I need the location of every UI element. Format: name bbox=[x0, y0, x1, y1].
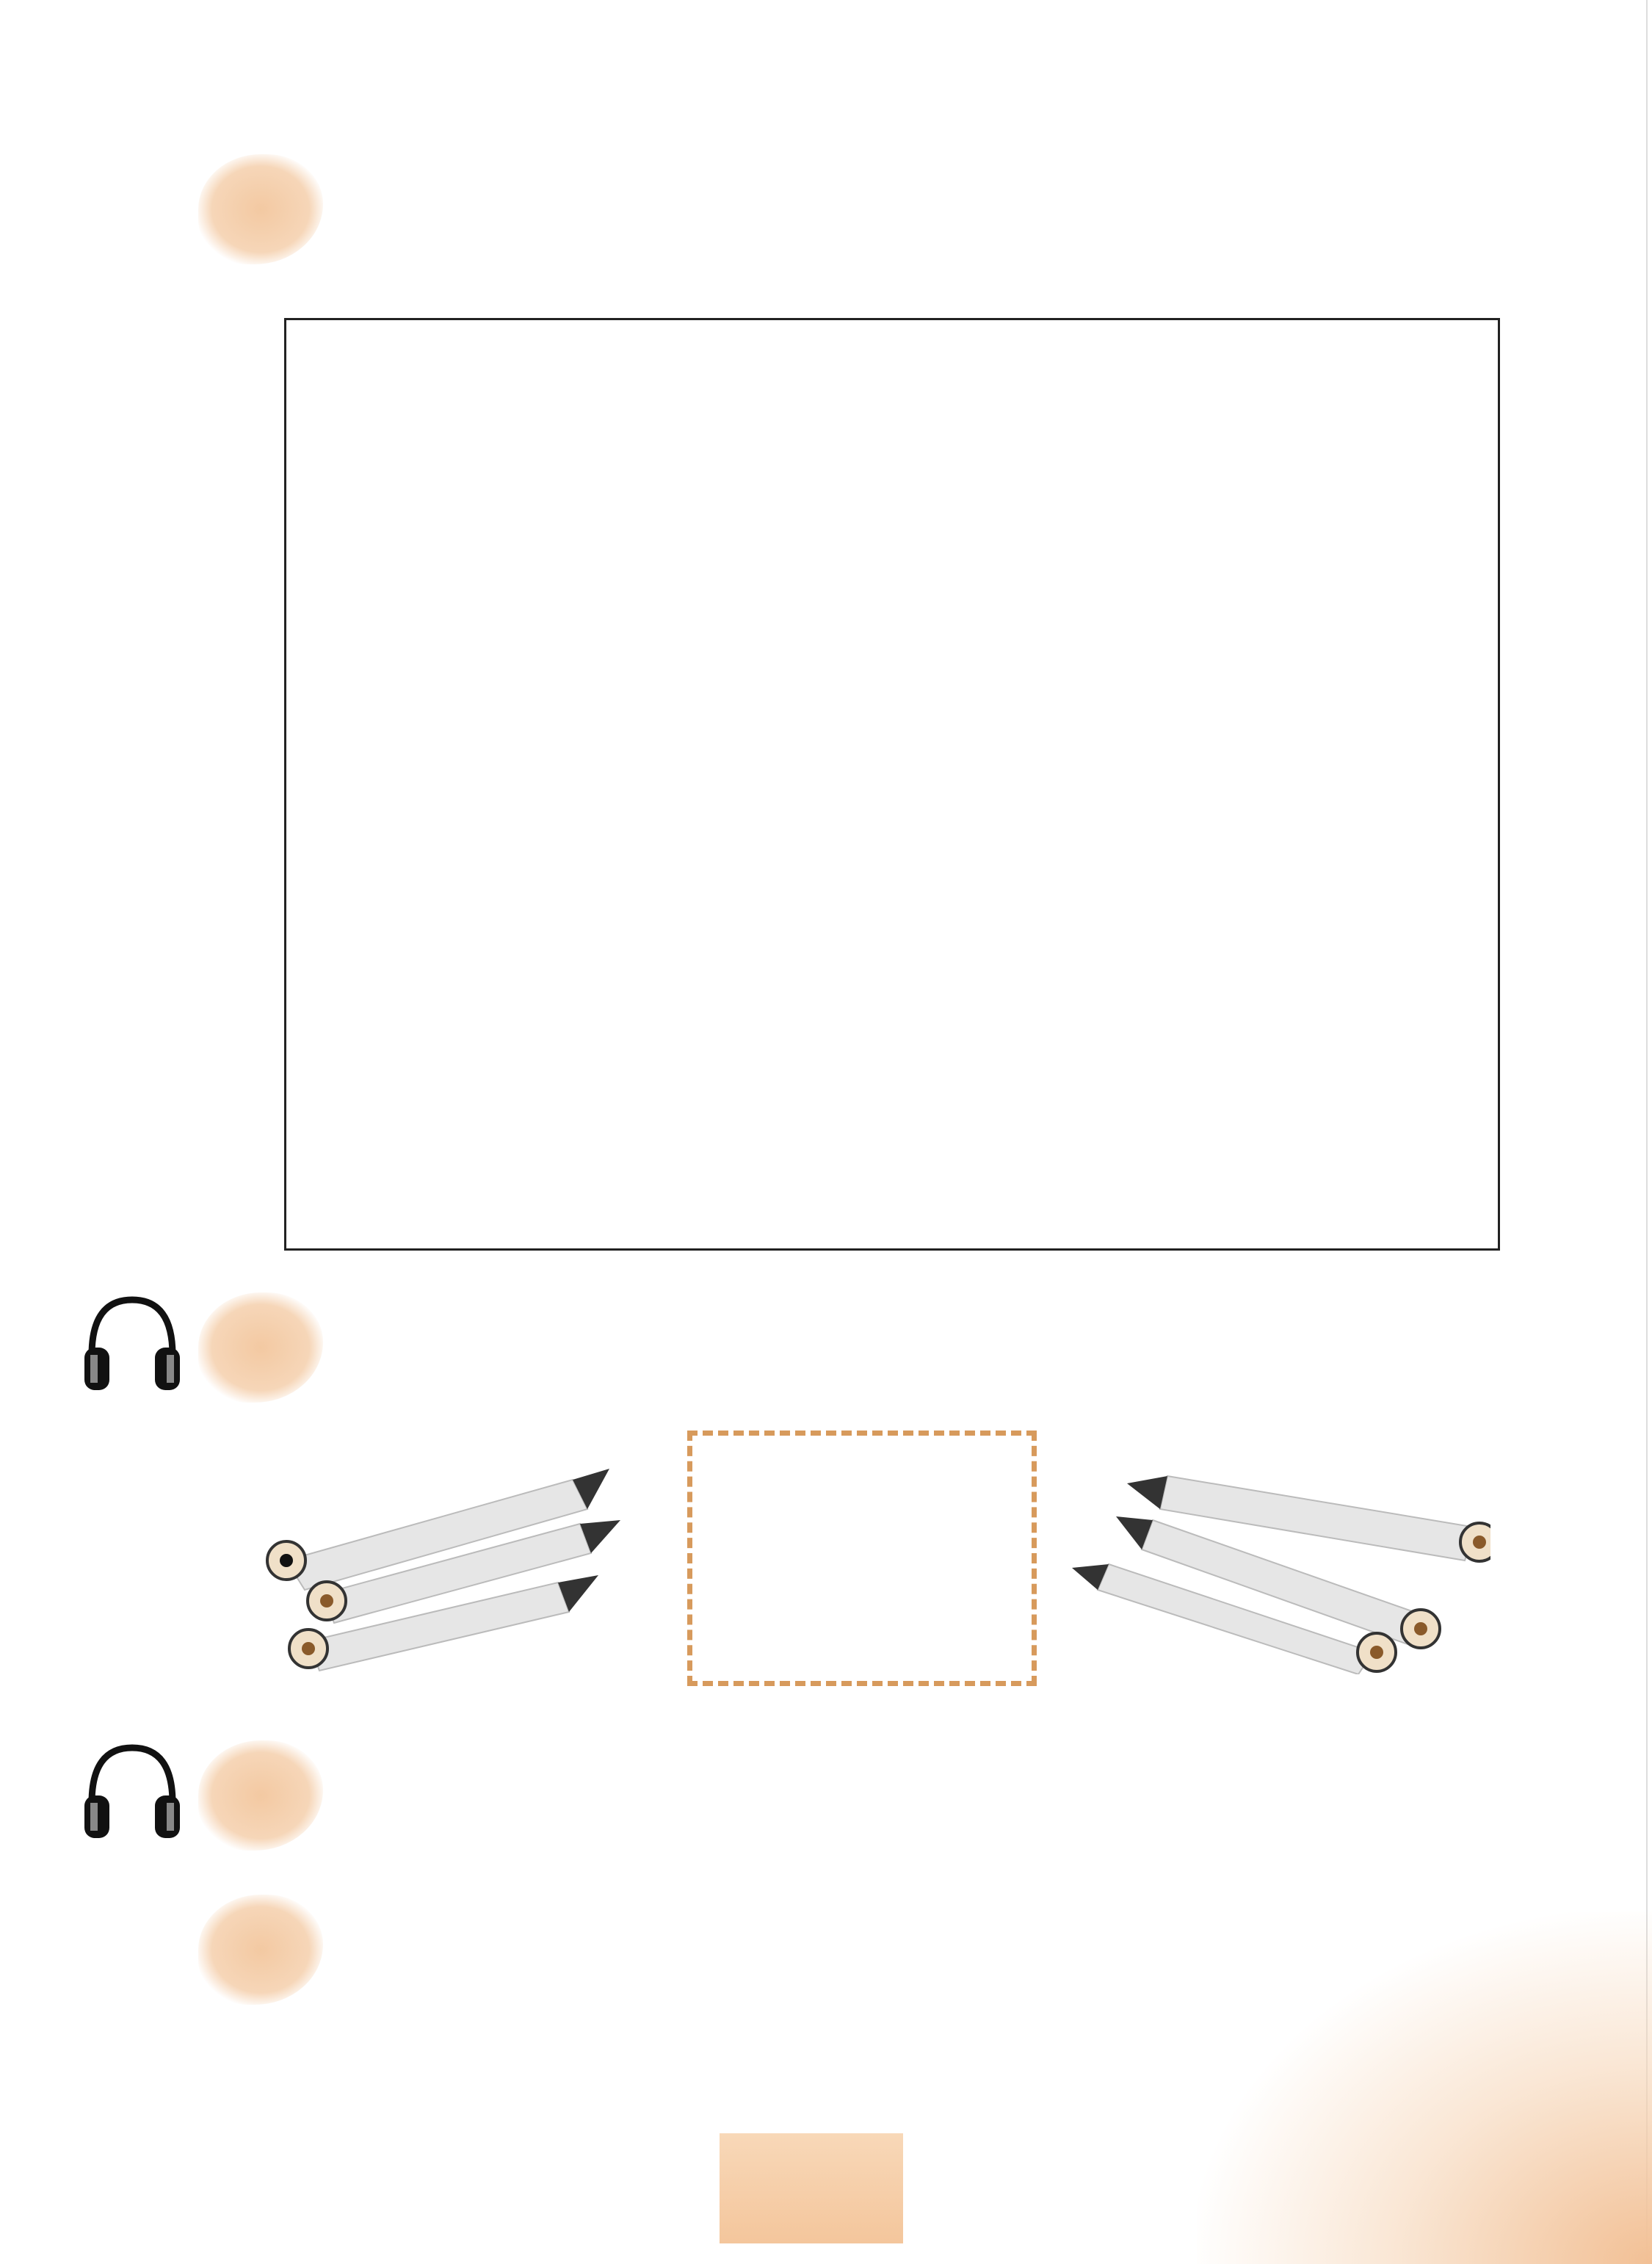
task-2-splash bbox=[198, 154, 323, 264]
task-5-splash bbox=[198, 1895, 323, 2005]
pencils-right-image bbox=[1065, 1439, 1490, 1674]
drawing-frame bbox=[687, 1431, 1037, 1686]
magic-square-grid bbox=[284, 318, 1500, 1251]
pencils-left-image bbox=[264, 1436, 646, 1685]
page-number-background bbox=[720, 2133, 903, 2243]
headphones-icon bbox=[77, 1733, 187, 1843]
task-3-splash bbox=[198, 1292, 323, 1403]
task-4-splash bbox=[198, 1740, 323, 1851]
corner-decoration bbox=[1197, 1912, 1652, 2264]
headphones-icon bbox=[77, 1285, 187, 1395]
